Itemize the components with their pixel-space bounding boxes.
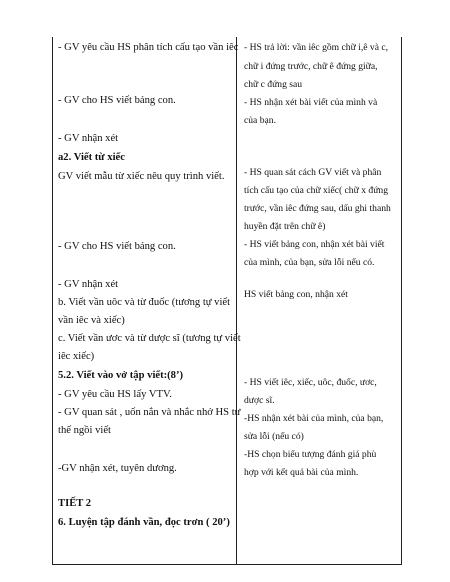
student-line-14: dược sĩ. <box>244 395 275 406</box>
table-border-left <box>52 37 53 565</box>
teacher-line-15: thế ngồi viết <box>58 425 111 436</box>
student-line-13: - HS viết iêc, xiếc, uôc, đuốc, ươc, <box>244 377 377 388</box>
student-line-4: - HS nhận xét bài viết của mình và <box>244 97 378 108</box>
teacher-line-7: - GV nhận xét <box>58 279 119 290</box>
student-line-3: chữ c đứng sau <box>244 79 303 90</box>
teacher-line-2: - GV cho HS viết bảng con. <box>58 95 176 106</box>
table-border-bottom <box>52 564 402 565</box>
teacher-line-16: -GV nhận xét, tuyên dương. <box>58 463 177 474</box>
student-line-15: -HS nhận xét bài của mình, của bạn, <box>244 413 384 424</box>
student-line-17: -HS chọn biểu tượng đánh giá phù <box>244 449 377 460</box>
table-border-right <box>401 37 402 565</box>
teacher-line-6: - GV cho HS viết bảng con. <box>58 241 176 252</box>
student-line-9: huyền đặt trên chữ ê) <box>244 221 326 232</box>
section-heading-tiet-2: TIẾT 2 <box>58 498 92 509</box>
table-column-divider <box>236 37 237 565</box>
student-line-16: sửa lỗi (nếu có) <box>244 431 304 442</box>
section-heading-luyen-tap: 6. Luyện tập đánh vần, đọc trơn ( 20’) <box>58 517 230 528</box>
teacher-line-14: - GV quan sát , uốn nắn và nhắc nhở HS tư <box>58 407 241 418</box>
student-line-1: - HS trả lời: vần iêc gồm chữ i,ê và c, <box>244 42 389 53</box>
teacher-line-5: GV viết mẫu từ xiếc nêu quy trình viết. <box>58 171 225 182</box>
student-line-18: hợp với kết quả bài của mình. <box>244 467 359 478</box>
teacher-line-10: c. Viết vần ươc và từ dược sĩ (tương tự viết <box>58 333 241 344</box>
teacher-line-11: iêc xiếc) <box>58 351 95 362</box>
section-heading-viet-vao-vo: 5.2. Viết vào vở tập viết:(8’) <box>58 370 184 381</box>
teacher-line-1: - GV yêu cầu HS phân tích cấu tạo vần iêc <box>58 42 239 53</box>
section-heading-viet-tu-xiec: a2. Viết từ xiếc <box>58 152 125 163</box>
teacher-line-13: - GV yêu cầu HS lấy VTV. <box>58 389 172 400</box>
student-line-12: HS viết bảng con, nhận xét <box>244 289 348 300</box>
student-line-5: của bạn. <box>244 115 276 126</box>
teacher-line-3: - GV nhận xét <box>58 133 119 144</box>
student-line-6: - HS quan sát cách GV viết và phân <box>244 167 382 178</box>
teacher-line-8: b. Viết vần uôc và từ đuốc (tương tự viết <box>58 297 231 308</box>
student-line-11: của mình, của bạn, sửa lỗi nếu có. <box>244 257 375 268</box>
teacher-line-9: vần iêc và xiếc) <box>58 315 125 326</box>
student-line-7: tích cấu tạo của chữ xiếc( chữ x đứng <box>244 185 388 196</box>
student-line-10: - HS viết bảng con, nhận xét bài viết <box>244 239 385 250</box>
student-line-8: trước, vần iêc đứng sau, dấu ghi thanh <box>244 203 391 214</box>
student-line-2: chữ i đứng trước, chữ ê đứng giữa, <box>244 61 378 72</box>
